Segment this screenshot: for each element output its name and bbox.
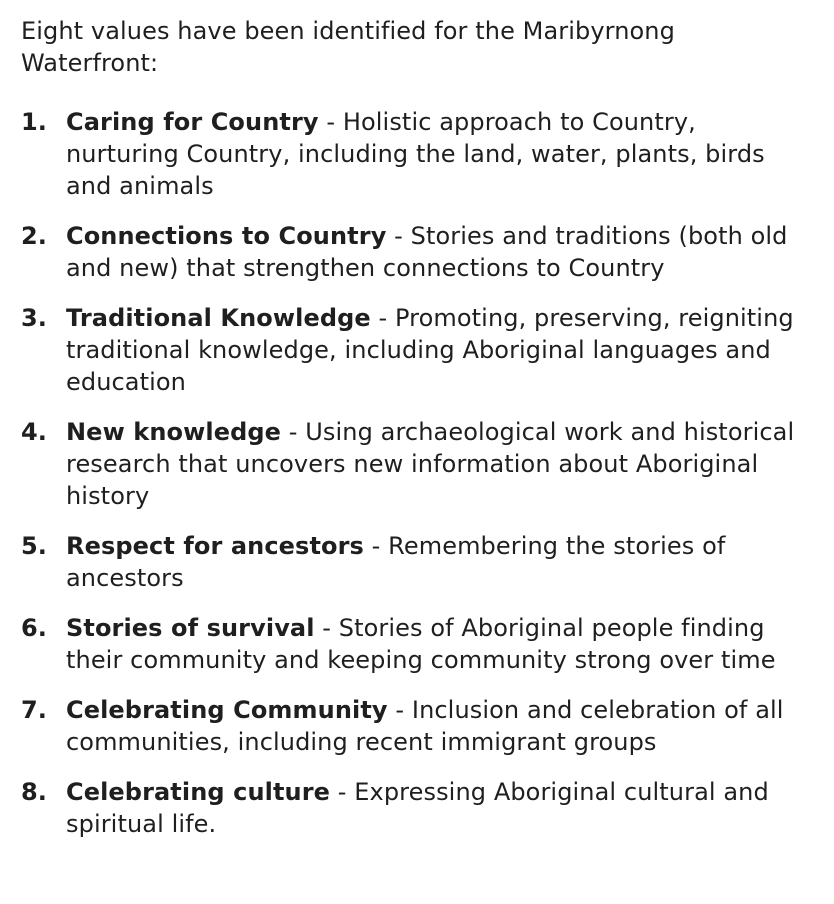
- item-number: 1.: [21, 108, 48, 136]
- item-separator: -: [370, 304, 396, 332]
- item-title: Celebrating Community: [66, 696, 388, 724]
- list-item: [21, 106, 811, 202]
- item-number: 5.: [21, 532, 48, 560]
- values-list: [21, 106, 811, 840]
- item-description: Using archaeological work and historical research that uncovers new information about Aboriginal history: [66, 418, 795, 510]
- item-title: Connections to Country: [66, 222, 387, 250]
- item-separator: -: [281, 418, 306, 446]
- item-separator: -: [386, 222, 411, 250]
- list-item: [21, 302, 811, 398]
- item-separator: -: [318, 108, 343, 136]
- list-item: [21, 776, 811, 840]
- item-separator: -: [363, 532, 389, 560]
- item-title: New knowledge: [66, 418, 282, 446]
- list-item: [21, 220, 811, 284]
- item-description: Expressing Aboriginal cultural and spiritual life.: [66, 778, 769, 838]
- item-description: Remembering the stories of ancestors: [66, 532, 726, 592]
- item-separator: -: [387, 696, 412, 724]
- document-body: [21, 15, 811, 858]
- list-item: [21, 694, 811, 758]
- item-title: Celebrating culture: [66, 778, 331, 806]
- item-description: Inclusion and celebration of all communities, including recent immigrant groups: [66, 696, 784, 756]
- item-description: Holistic approach to Country, nurturing Country, including the land, water, plants, birds and animals: [66, 108, 765, 200]
- item-number: 7.: [21, 696, 48, 724]
- item-description: Stories of Aboriginal people finding their community and keeping community strong over time: [66, 614, 776, 674]
- item-title: Traditional Knowledge: [66, 304, 371, 332]
- list-item: [21, 530, 811, 594]
- item-separator: -: [330, 778, 355, 806]
- item-separator: -: [314, 614, 339, 642]
- list-item: [21, 416, 811, 512]
- item-number: 6.: [21, 614, 48, 642]
- item-number: 2.: [21, 222, 48, 250]
- list-item: [21, 612, 811, 676]
- item-number: 4.: [21, 418, 48, 446]
- item-description: Stories and traditions (both old and new) that strengthen connections to Country: [66, 222, 788, 282]
- intro-paragraph: Eight values have been identified for the Maribyrnong Waterfront:: [21, 17, 675, 77]
- item-title: Caring for Country: [66, 108, 319, 136]
- item-description: Promoting, preserving, reigniting traditional knowledge, including Aboriginal languages and education: [66, 304, 794, 396]
- item-number: 3.: [21, 304, 48, 332]
- item-title: Stories of survival: [66, 614, 315, 642]
- item-number: 8.: [21, 778, 48, 806]
- item-title: Respect for ancestors: [66, 532, 364, 560]
